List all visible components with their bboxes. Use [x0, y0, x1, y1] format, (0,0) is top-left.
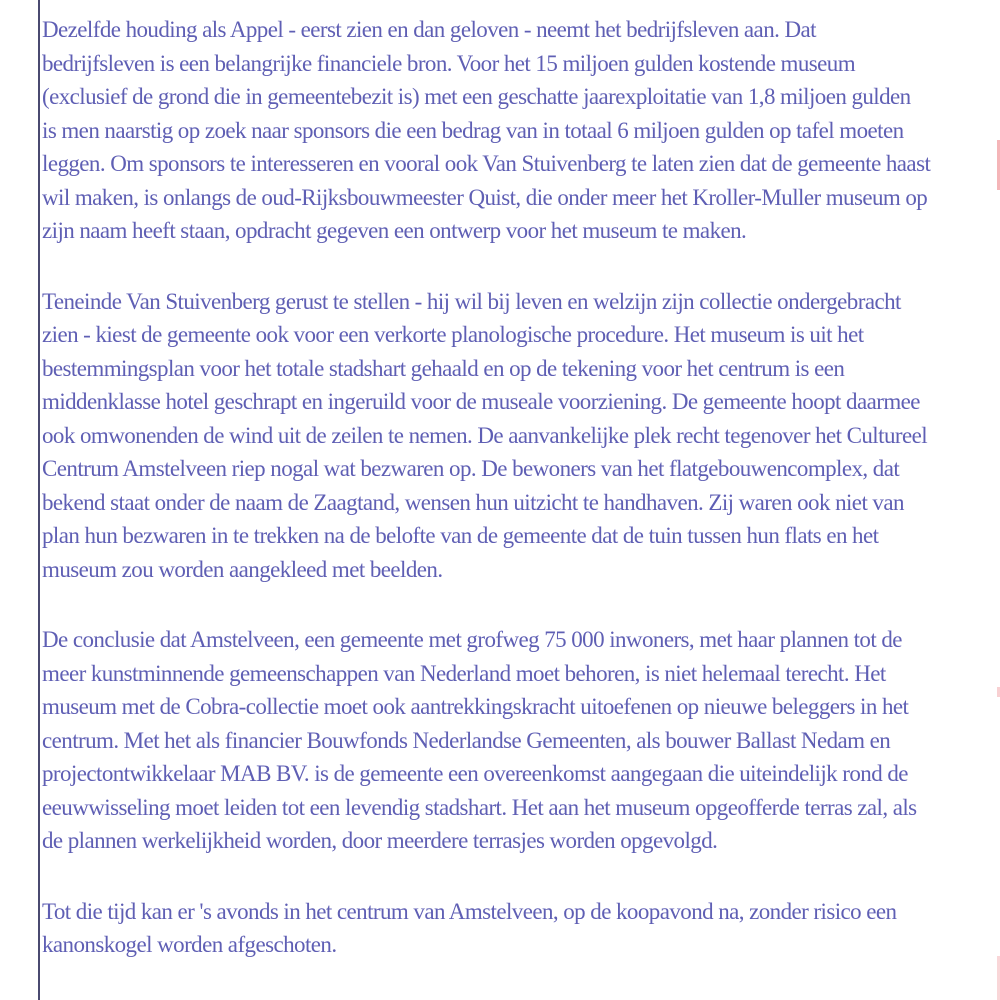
- paragraph: [42, 285, 992, 587]
- text-line: kanonskogel worden afgeschoten.: [42, 932, 337, 957]
- text-line: middenklasse hotel geschrapt en ingeruild voor de museale voorziening. De gemeente hoopt daarmee: [42, 389, 920, 414]
- text-line: eeuwwisseling moet leiden tot een levendig stadshart. Het aan het museum opgeofferde terras zal, als: [42, 794, 917, 820]
- text-line: zijn naam heeft staan, opdracht gegeven een ontwerp voor het museum te maken.: [42, 218, 747, 243]
- text-line: Dezelfde houding als Appel - eerst zien en dan geloven - neemt het bedrijfsleven aan. Dat: [42, 17, 816, 42]
- text-line: meer kunstminnende gemeenschappen van Nederland moet behoren, is niet helemaal terecht. Het: [42, 660, 886, 686]
- text-line: wil maken, is onlangs de oud-Rijksbouwmeester Quist, die onder meer het Kroller-Muller museum op: [42, 184, 928, 210]
- text-line: Tot die tijd kan er 's avonds in het centrum van Amstelveen, op de koopavond na, zonder risico een: [42, 898, 897, 924]
- text-line: Centrum Amstelveen riep nogal wat bezwaren op. De bewoners van het flatgebouwencomplex, dat: [42, 456, 900, 481]
- text-line: de plannen werkelijkheid worden, door meerdere terrasjes worden opgevolgd.: [42, 828, 718, 853]
- text-line: bestemmingsplan voor het totale stadshart gehaald en op de tekening voor het centrum is een: [42, 355, 845, 381]
- text-line: bekend staat onder de naam de Zaagtand, wensen hun uitzicht te handhaven. Zij waren ook niet van: [42, 489, 904, 515]
- left-margin-rule: [38, 0, 40, 1000]
- text-line: projectontwikkelaar MAB BV. is de gemeente een overeenkomst aangegaan die uiteindelijk rond de: [42, 761, 908, 786]
- article-text: [42, 13, 992, 962]
- paragraph: [42, 895, 992, 962]
- paragraph: [42, 623, 992, 858]
- text-line: is men naarstig op zoek naar sponsors die een bedrag van in totaal 6 miljoen gulden op tafel moeten: [42, 117, 904, 143]
- text-line: bedrijfsleven is een belangrijke financiele bron. Voor het 15 miljoen gulden kostende museum: [42, 50, 856, 76]
- text-line: zien - kiest de gemeente ook voor een verkorte planologische procedure. Het museum is uit het: [42, 322, 864, 347]
- text-line: Teneinde Van Stuivenberg gerust te stellen - hij wil bij leven en welzijn zijn collectie ondergebracht: [42, 288, 901, 314]
- text-line: plan hun bezwaren in te trekken na de belofte van de gemeente dat de tuin tussen hun flats en het: [42, 523, 879, 548]
- text-line: museum zou worden aangekleed met beelden.: [42, 556, 443, 582]
- text-line: (exclusief de grond die in gemeentebezit is) met een geschatte jaarexploitatie van 1,8 miljoen gulden: [42, 84, 911, 109]
- text-line: De conclusie dat Amstelveen, een gemeente met grofweg 75 000 inwoners, met haar plannen tot de: [42, 627, 902, 652]
- text-line: museum met de Cobra-collectie moet ook aantrekkingskracht uitoefenen op nieuwe beleggers in het: [42, 694, 909, 719]
- text-line: centrum. Met het als financier Bouwfonds Nederlandse Gemeenten, als bouwer Ballast Nedam en: [42, 727, 891, 753]
- text-line: leggen. Om sponsors te interesseren en vooral ook Van Stuivenberg te laten zien dat de gemeente haast: [42, 151, 931, 176]
- text-line: ook omwonenden de wind uit de zeilen te nemen. De aanvankelijke plek recht tegenover het Cultureel: [42, 422, 928, 448]
- paragraph: [42, 13, 992, 248]
